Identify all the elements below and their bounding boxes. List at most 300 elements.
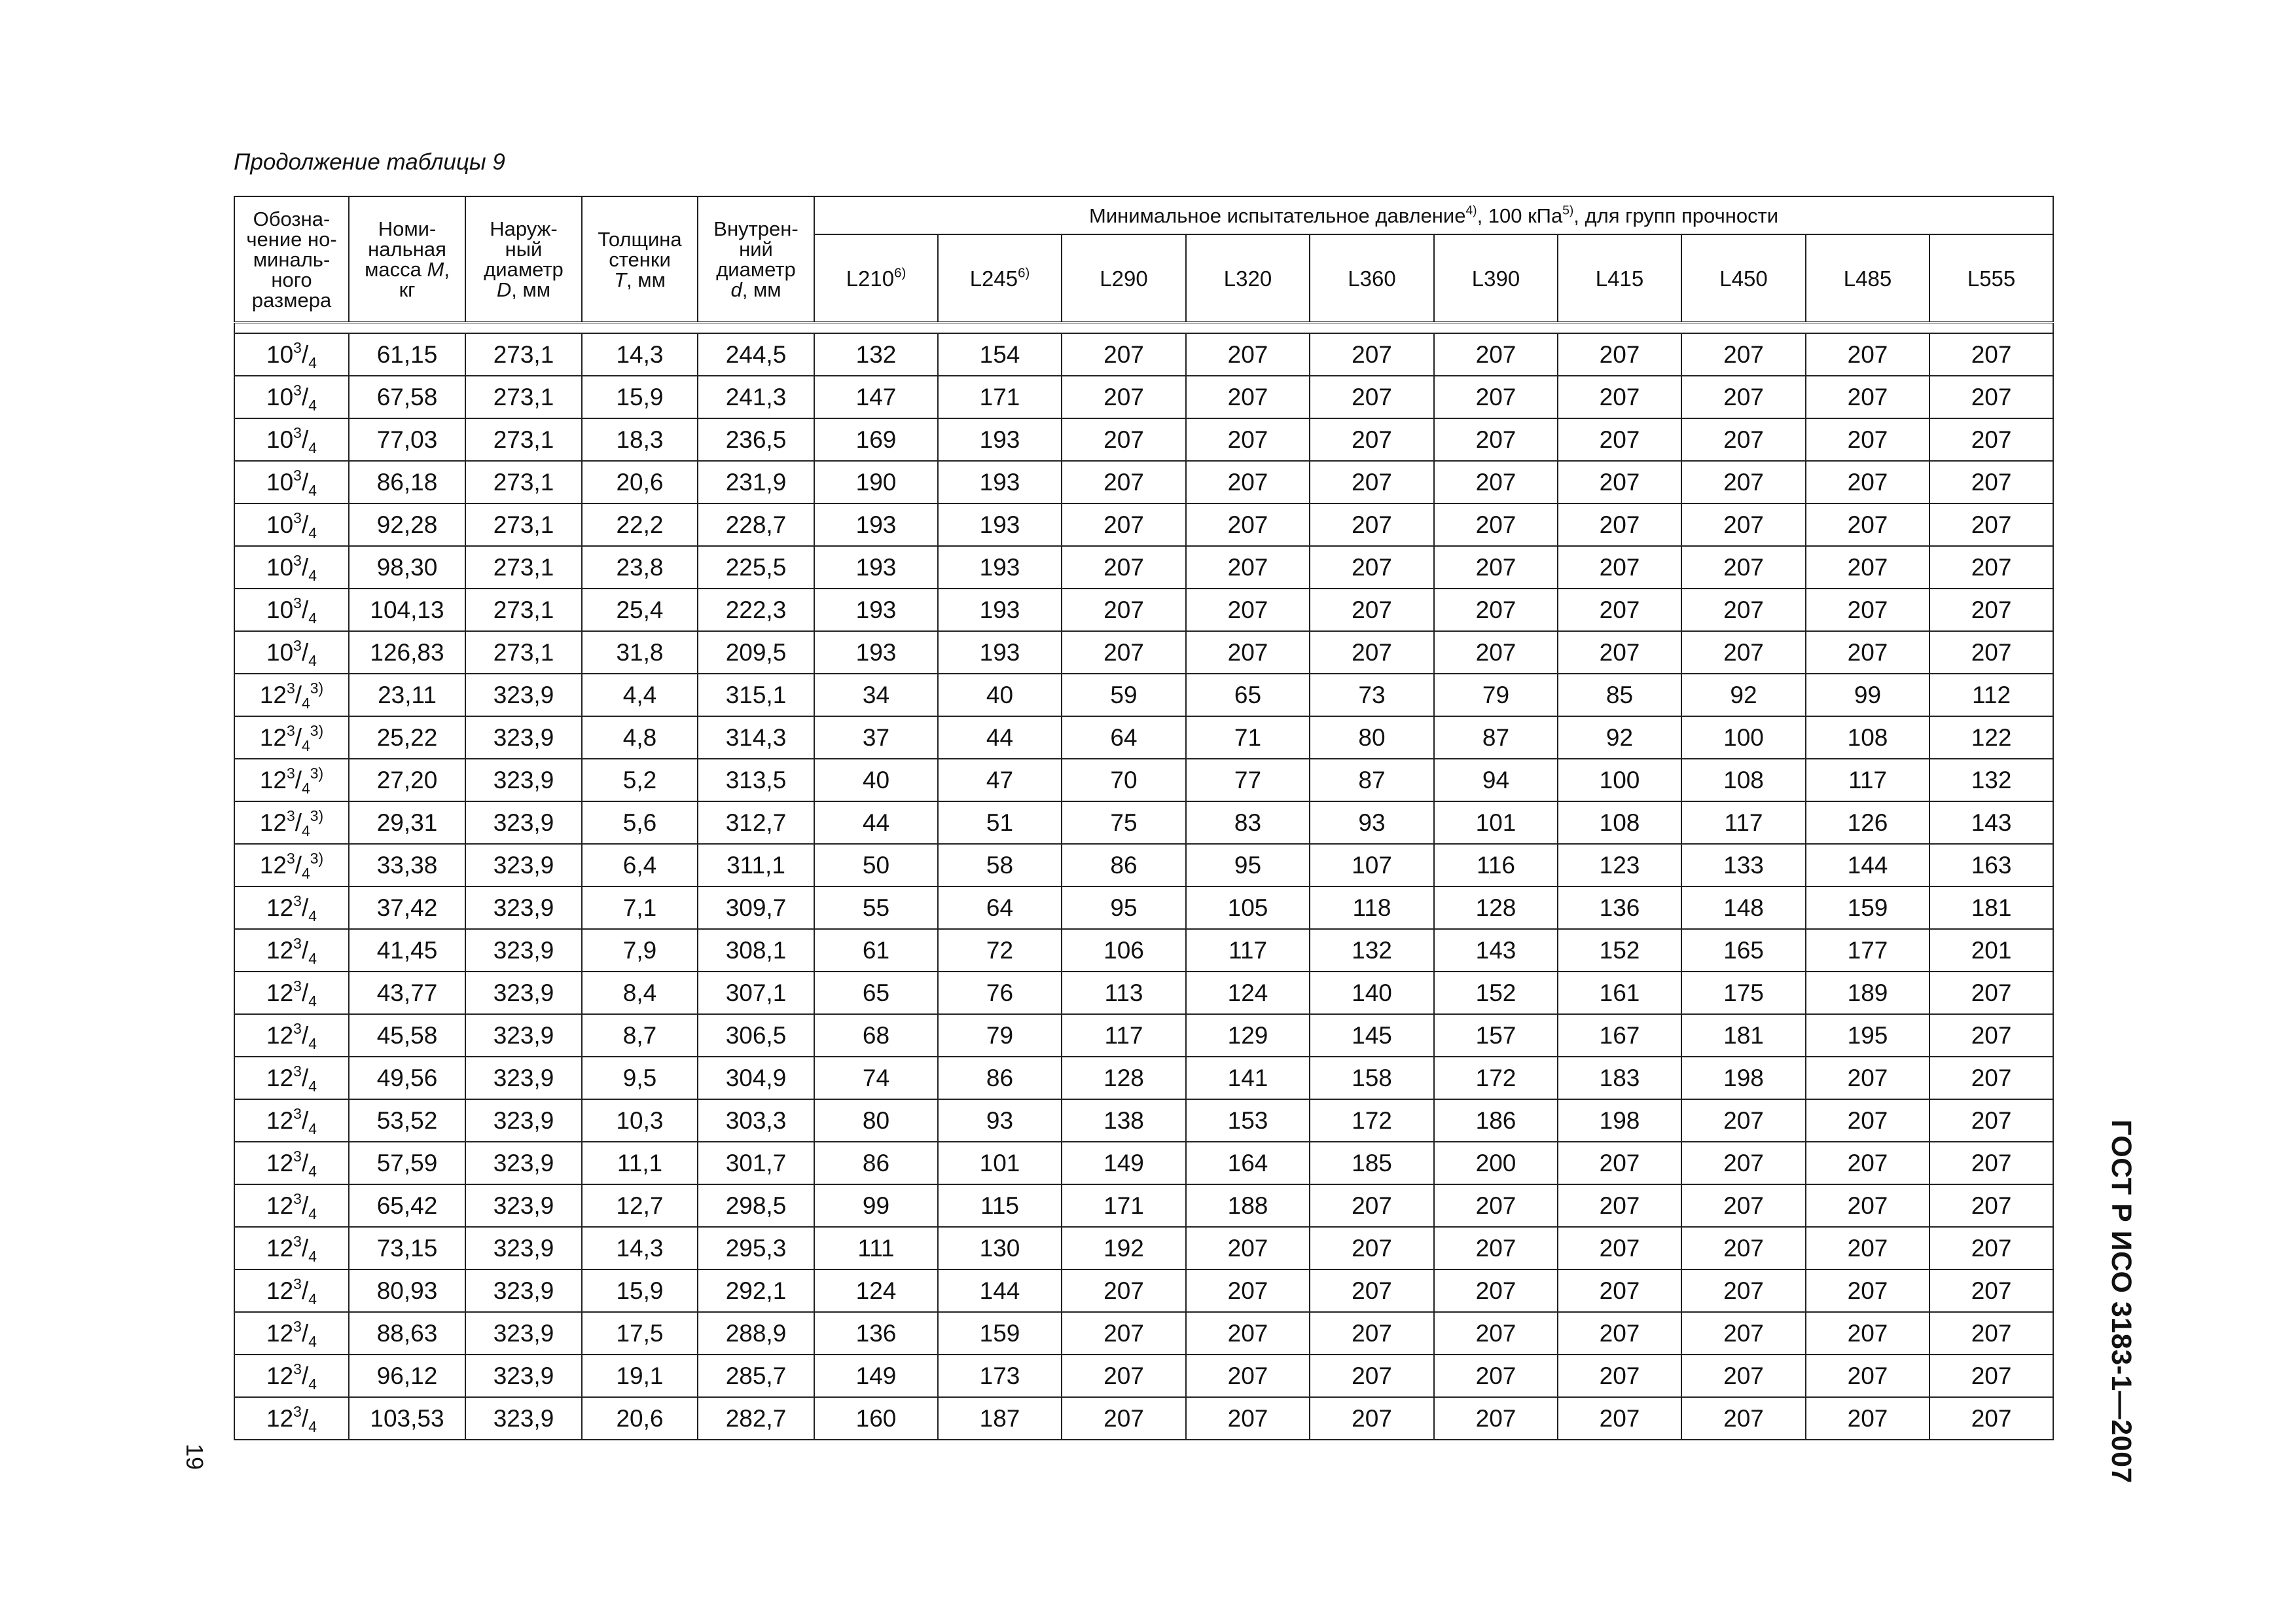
cell-pressure-l555: 207 xyxy=(1929,972,2053,1014)
cell-pressure-l415: 198 xyxy=(1558,1099,1681,1142)
cell-pressure-l290: 207 xyxy=(1062,546,1186,589)
cell-pressure-l390: 94 xyxy=(1434,759,1558,801)
cell-pressure-l390: 207 xyxy=(1434,1312,1558,1355)
cell-pressure-l485: 126 xyxy=(1806,801,1929,844)
cell-pressure-l555: 201 xyxy=(1929,929,2053,972)
header-grade-l245: L245$^{6)}$ xyxy=(938,234,1062,323)
cell-mass: 92,28 xyxy=(349,503,465,546)
table-row xyxy=(234,461,2053,503)
cell-size-designation: $12^3/_4$ xyxy=(234,1269,349,1312)
cell-pressure-l415: 207 xyxy=(1558,1355,1681,1397)
cell-pressure-l485: 99 xyxy=(1806,674,1929,716)
cell-pressure-l360: 140 xyxy=(1310,972,1434,1014)
header-grade-l415: L415 xyxy=(1558,234,1681,323)
cell-size-designation: $10^3/_4$ xyxy=(234,589,349,631)
cell-pressure-l555: 207 xyxy=(1929,1269,2053,1312)
header-wall-thickness: Толщина стенки T, мм xyxy=(582,196,698,323)
cell-pressure-l450: 207 xyxy=(1681,1312,1806,1355)
cell-pressure-l555: 207 xyxy=(1929,1227,2053,1269)
cell-inner-diameter: 288,9 xyxy=(698,1312,814,1355)
cell-mass: 103,53 xyxy=(349,1397,465,1440)
cell-pressure-l450: 207 xyxy=(1681,546,1806,589)
cell-outer-diameter: 323,9 xyxy=(465,1355,582,1397)
cell-pressure-l320: 164 xyxy=(1186,1142,1310,1184)
cell-pressure-l555: 207 xyxy=(1929,1014,2053,1057)
cell-pressure-l290: 207 xyxy=(1062,1397,1186,1440)
cell-pressure-l210: 149 xyxy=(814,1355,938,1397)
cell-pressure-l485: 207 xyxy=(1806,1099,1929,1142)
cell-pressure-l210: 124 xyxy=(814,1269,938,1312)
document-side-title: ГОСТ Р ИСО 3183-1—2007 xyxy=(2106,1120,2137,1484)
cell-pressure-l485: 207 xyxy=(1806,1397,1929,1440)
cell-inner-diameter: 304,9 xyxy=(698,1057,814,1099)
cell-outer-diameter: 323,9 xyxy=(465,1397,582,1440)
cell-wall-thickness: 9,5 xyxy=(582,1057,698,1099)
cell-pressure-l415: 207 xyxy=(1558,376,1681,418)
cell-outer-diameter: 323,9 xyxy=(465,801,582,844)
cell-inner-diameter: 306,5 xyxy=(698,1014,814,1057)
cell-inner-diameter: 308,1 xyxy=(698,929,814,972)
cell-mass: 126,83 xyxy=(349,631,465,674)
cell-pressure-l360: 207 xyxy=(1310,1397,1434,1440)
cell-pressure-l390: 200 xyxy=(1434,1142,1558,1184)
cell-pressure-l485: 207 xyxy=(1806,1184,1929,1227)
cell-pressure-l450: 207 xyxy=(1681,1227,1806,1269)
header-grade-l290: L290 xyxy=(1062,234,1186,323)
cell-pressure-l450: 133 xyxy=(1681,844,1806,886)
cell-pressure-l415: 207 xyxy=(1558,589,1681,631)
header-grade-l555: L555 xyxy=(1929,234,2053,323)
cell-inner-diameter: 314,3 xyxy=(698,716,814,759)
cell-pressure-l210: 40 xyxy=(814,759,938,801)
cell-pressure-l360: 207 xyxy=(1310,1355,1434,1397)
table-row xyxy=(234,929,2053,972)
cell-pressure-l245: 51 xyxy=(938,801,1062,844)
cell-pressure-l210: 80 xyxy=(814,1099,938,1142)
cell-pressure-l210: 190 xyxy=(814,461,938,503)
cell-pressure-l390: 207 xyxy=(1434,1227,1558,1269)
cell-size-designation: $10^3/_4$ xyxy=(234,631,349,674)
cell-inner-diameter: 307,1 xyxy=(698,972,814,1014)
cell-pressure-l450: 181 xyxy=(1681,1014,1806,1057)
cell-size-designation: $12^3/_4$ xyxy=(234,1397,349,1440)
cell-pressure-l360: 207 xyxy=(1310,376,1434,418)
cell-pressure-l415: 207 xyxy=(1558,418,1681,461)
cell-pressure-l360: 207 xyxy=(1310,631,1434,674)
cell-pressure-l485: 207 xyxy=(1806,418,1929,461)
table-row xyxy=(234,1014,2053,1057)
header-separator xyxy=(234,323,2053,334)
cell-pressure-l360: 207 xyxy=(1310,589,1434,631)
cell-pressure-l390: 101 xyxy=(1434,801,1558,844)
cell-pressure-l290: 207 xyxy=(1062,631,1186,674)
cell-pressure-l450: 207 xyxy=(1681,1397,1806,1440)
cell-wall-thickness: 12,7 xyxy=(582,1184,698,1227)
cell-pressure-l210: 37 xyxy=(814,716,938,759)
cell-pressure-l360: 107 xyxy=(1310,844,1434,886)
cell-outer-diameter: 323,9 xyxy=(465,886,582,929)
cell-pressure-l290: 207 xyxy=(1062,1269,1186,1312)
cell-pressure-l485: 117 xyxy=(1806,759,1929,801)
cell-pressure-l390: 207 xyxy=(1434,376,1558,418)
cell-size-designation: $12^3/_4$ xyxy=(234,1142,349,1184)
cell-pressure-l450: 207 xyxy=(1681,589,1806,631)
cell-pressure-l485: 207 xyxy=(1806,1057,1929,1099)
cell-size-designation: $10^3/_4$ xyxy=(234,333,349,376)
cell-pressure-l485: 207 xyxy=(1806,333,1929,376)
table-row xyxy=(234,1057,2053,1099)
cell-pressure-l415: 136 xyxy=(1558,886,1681,929)
cell-outer-diameter: 323,9 xyxy=(465,1269,582,1312)
table-caption: Продолжение таблицы 9 xyxy=(234,149,505,175)
table-row xyxy=(234,801,2053,844)
cell-inner-diameter: 244,5 xyxy=(698,333,814,376)
cell-pressure-l450: 207 xyxy=(1681,376,1806,418)
cell-pressure-l485: 207 xyxy=(1806,461,1929,503)
cell-pressure-l390: 79 xyxy=(1434,674,1558,716)
cell-pressure-l390: 207 xyxy=(1434,1184,1558,1227)
header-grade-l360: L360 xyxy=(1310,234,1434,323)
cell-pressure-l485: 207 xyxy=(1806,1142,1929,1184)
cell-wall-thickness: 23,8 xyxy=(582,546,698,589)
cell-size-designation: $10^3/_4$ xyxy=(234,461,349,503)
table-row xyxy=(234,376,2053,418)
cell-pressure-l360: 158 xyxy=(1310,1057,1434,1099)
cell-pressure-l450: 207 xyxy=(1681,1099,1806,1142)
cell-mass: 57,59 xyxy=(349,1142,465,1184)
cell-wall-thickness: 4,8 xyxy=(582,716,698,759)
cell-pressure-l210: 132 xyxy=(814,333,938,376)
table-row xyxy=(234,1142,2053,1184)
cell-pressure-l390: 87 xyxy=(1434,716,1558,759)
cell-pressure-l290: 86 xyxy=(1062,844,1186,886)
header-grade-l320: L320 xyxy=(1186,234,1310,323)
cell-pressure-l245: 173 xyxy=(938,1355,1062,1397)
page-number: 19 xyxy=(181,1444,208,1470)
cell-pressure-l320: 95 xyxy=(1186,844,1310,886)
header-grade-l485: L485 xyxy=(1806,234,1929,323)
cell-pressure-l390: 207 xyxy=(1434,1397,1558,1440)
cell-pressure-l290: 207 xyxy=(1062,1312,1186,1355)
cell-pressure-l320: 65 xyxy=(1186,674,1310,716)
cell-inner-diameter: 241,3 xyxy=(698,376,814,418)
cell-pressure-l210: 193 xyxy=(814,589,938,631)
cell-mass: 25,22 xyxy=(349,716,465,759)
cell-pressure-l415: 85 xyxy=(1558,674,1681,716)
cell-pressure-l320: 207 xyxy=(1186,503,1310,546)
cell-pressure-l415: 207 xyxy=(1558,631,1681,674)
table-row xyxy=(234,716,2053,759)
cell-pressure-l290: 207 xyxy=(1062,333,1186,376)
cell-outer-diameter: 323,9 xyxy=(465,972,582,1014)
cell-pressure-l450: 207 xyxy=(1681,1142,1806,1184)
cell-pressure-l210: 193 xyxy=(814,546,938,589)
cell-size-designation: $12^3/_4$ xyxy=(234,1227,349,1269)
cell-mass: 98,30 xyxy=(349,546,465,589)
cell-mass: 73,15 xyxy=(349,1227,465,1269)
cell-mass: 96,12 xyxy=(349,1355,465,1397)
cell-pressure-l245: 187 xyxy=(938,1397,1062,1440)
table-row xyxy=(234,418,2053,461)
cell-pressure-l485: 189 xyxy=(1806,972,1929,1014)
cell-pressure-l290: 75 xyxy=(1062,801,1186,844)
cell-pressure-l450: 198 xyxy=(1681,1057,1806,1099)
cell-pressure-l360: 207 xyxy=(1310,1269,1434,1312)
cell-pressure-l450: 92 xyxy=(1681,674,1806,716)
cell-wall-thickness: 25,4 xyxy=(582,589,698,631)
cell-pressure-l485: 159 xyxy=(1806,886,1929,929)
cell-pressure-l485: 177 xyxy=(1806,929,1929,972)
cell-pressure-l485: 207 xyxy=(1806,1269,1929,1312)
header-grade-l390: L390 xyxy=(1434,234,1558,323)
cell-pressure-l290: 64 xyxy=(1062,716,1186,759)
cell-pressure-l210: 44 xyxy=(814,801,938,844)
cell-pressure-l360: 207 xyxy=(1310,1184,1434,1227)
cell-outer-diameter: 323,9 xyxy=(465,1014,582,1057)
cell-pressure-l360: 207 xyxy=(1310,503,1434,546)
cell-mass: 88,63 xyxy=(349,1312,465,1355)
cell-wall-thickness: 15,9 xyxy=(582,1269,698,1312)
cell-pressure-l245: 44 xyxy=(938,716,1062,759)
cell-pressure-l360: 185 xyxy=(1310,1142,1434,1184)
cell-pressure-l245: 193 xyxy=(938,631,1062,674)
cell-inner-diameter: 228,7 xyxy=(698,503,814,546)
cell-pressure-l320: 77 xyxy=(1186,759,1310,801)
cell-pressure-l210: 61 xyxy=(814,929,938,972)
cell-pressure-l245: 76 xyxy=(938,972,1062,1014)
cell-outer-diameter: 323,9 xyxy=(465,759,582,801)
cell-size-designation: $12^3/_4$ xyxy=(234,1312,349,1355)
header-inner-diameter: Внутрен- ний диаметр d, мм xyxy=(698,196,814,323)
cell-pressure-l320: 207 xyxy=(1186,1312,1310,1355)
cell-pressure-l415: 207 xyxy=(1558,1269,1681,1312)
cell-pressure-l245: 58 xyxy=(938,844,1062,886)
table-row xyxy=(234,546,2053,589)
cell-inner-diameter: 311,1 xyxy=(698,844,814,886)
cell-outer-diameter: 323,9 xyxy=(465,1184,582,1227)
header-outer-diameter: Наруж- ный диаметр D, мм xyxy=(465,196,582,323)
cell-outer-diameter: 273,1 xyxy=(465,631,582,674)
cell-pressure-l360: 207 xyxy=(1310,546,1434,589)
cell-pressure-l245: 193 xyxy=(938,546,1062,589)
cell-pressure-l390: 128 xyxy=(1434,886,1558,929)
cell-size-designation: $10^3/_4$ xyxy=(234,418,349,461)
cell-wall-thickness: 5,2 xyxy=(582,759,698,801)
cell-pressure-l290: 138 xyxy=(1062,1099,1186,1142)
cell-outer-diameter: 273,1 xyxy=(465,418,582,461)
cell-wall-thickness: 8,7 xyxy=(582,1014,698,1057)
cell-pressure-l320: 207 xyxy=(1186,1355,1310,1397)
pressure-table xyxy=(234,196,2054,1440)
cell-pressure-l390: 207 xyxy=(1434,461,1558,503)
cell-pressure-l360: 93 xyxy=(1310,801,1434,844)
cell-pressure-l245: 72 xyxy=(938,929,1062,972)
cell-pressure-l245: 193 xyxy=(938,589,1062,631)
cell-outer-diameter: 323,9 xyxy=(465,1142,582,1184)
cell-pressure-l485: 195 xyxy=(1806,1014,1929,1057)
cell-pressure-l390: 116 xyxy=(1434,844,1558,886)
cell-pressure-l555: 207 xyxy=(1929,1184,2053,1227)
cell-pressure-l555: 207 xyxy=(1929,631,2053,674)
table-row xyxy=(234,972,2053,1014)
cell-pressure-l555: 207 xyxy=(1929,503,2053,546)
cell-outer-diameter: 323,9 xyxy=(465,1227,582,1269)
cell-size-designation: $12^3/_4^{3)}$ xyxy=(234,801,349,844)
cell-pressure-l290: 207 xyxy=(1062,461,1186,503)
cell-pressure-l415: 183 xyxy=(1558,1057,1681,1099)
header-test-pressure-group: Минимальное испытательное давление$^{4)}$, 100 кПа$^{5)}$, для групп прочности xyxy=(814,196,2053,234)
cell-pressure-l320: 71 xyxy=(1186,716,1310,759)
cell-pressure-l360: 132 xyxy=(1310,929,1434,972)
cell-inner-diameter: 298,5 xyxy=(698,1184,814,1227)
cell-pressure-l245: 130 xyxy=(938,1227,1062,1269)
cell-wall-thickness: 20,6 xyxy=(582,1397,698,1440)
cell-pressure-l390: 207 xyxy=(1434,631,1558,674)
cell-pressure-l245: 40 xyxy=(938,674,1062,716)
cell-pressure-l320: 207 xyxy=(1186,546,1310,589)
cell-wall-thickness: 19,1 xyxy=(582,1355,698,1397)
cell-pressure-l415: 108 xyxy=(1558,801,1681,844)
cell-size-designation: $12^3/_4$ xyxy=(234,1355,349,1397)
table-row xyxy=(234,759,2053,801)
cell-mass: 45,58 xyxy=(349,1014,465,1057)
cell-pressure-l290: 207 xyxy=(1062,418,1186,461)
cell-pressure-l415: 161 xyxy=(1558,972,1681,1014)
cell-size-designation: $12^3/_4^{3)}$ xyxy=(234,759,349,801)
cell-pressure-l390: 207 xyxy=(1434,333,1558,376)
cell-pressure-l360: 73 xyxy=(1310,674,1434,716)
cell-pressure-l415: 207 xyxy=(1558,1142,1681,1184)
cell-size-designation: $10^3/_4$ xyxy=(234,503,349,546)
cell-pressure-l320: 207 xyxy=(1186,1269,1310,1312)
cell-pressure-l555: 207 xyxy=(1929,1397,2053,1440)
cell-inner-diameter: 309,7 xyxy=(698,886,814,929)
cell-size-designation: $12^3/_4$ xyxy=(234,929,349,972)
cell-pressure-l555: 207 xyxy=(1929,418,2053,461)
cell-wall-thickness: 20,6 xyxy=(582,461,698,503)
cell-pressure-l210: 34 xyxy=(814,674,938,716)
cell-pressure-l415: 152 xyxy=(1558,929,1681,972)
cell-pressure-l210: 193 xyxy=(814,631,938,674)
cell-size-designation: $12^3/_4$ xyxy=(234,1057,349,1099)
cell-pressure-l320: 188 xyxy=(1186,1184,1310,1227)
cell-pressure-l290: 207 xyxy=(1062,376,1186,418)
cell-outer-diameter: 323,9 xyxy=(465,674,582,716)
cell-wall-thickness: 15,9 xyxy=(582,376,698,418)
cell-pressure-l360: 207 xyxy=(1310,418,1434,461)
cell-inner-diameter: 301,7 xyxy=(698,1142,814,1184)
cell-pressure-l210: 136 xyxy=(814,1312,938,1355)
table-row xyxy=(234,1312,2053,1355)
table-row xyxy=(234,886,2053,929)
cell-inner-diameter: 313,5 xyxy=(698,759,814,801)
cell-mass: 33,38 xyxy=(349,844,465,886)
cell-wall-thickness: 31,8 xyxy=(582,631,698,674)
cell-mass: 65,42 xyxy=(349,1184,465,1227)
cell-inner-diameter: 303,3 xyxy=(698,1099,814,1142)
cell-pressure-l450: 108 xyxy=(1681,759,1806,801)
cell-pressure-l450: 207 xyxy=(1681,1269,1806,1312)
cell-pressure-l320: 141 xyxy=(1186,1057,1310,1099)
cell-pressure-l210: 193 xyxy=(814,503,938,546)
cell-pressure-l290: 59 xyxy=(1062,674,1186,716)
cell-pressure-l485: 207 xyxy=(1806,546,1929,589)
cell-pressure-l415: 207 xyxy=(1558,333,1681,376)
cell-pressure-l290: 207 xyxy=(1062,503,1186,546)
cell-size-designation: $12^3/_4$ xyxy=(234,1184,349,1227)
cell-pressure-l360: 207 xyxy=(1310,1227,1434,1269)
cell-mass: 80,93 xyxy=(349,1269,465,1312)
cell-pressure-l390: 207 xyxy=(1434,1269,1558,1312)
cell-pressure-l555: 122 xyxy=(1929,716,2053,759)
table-row xyxy=(234,1227,2053,1269)
cell-pressure-l485: 108 xyxy=(1806,716,1929,759)
cell-pressure-l360: 172 xyxy=(1310,1099,1434,1142)
cell-outer-diameter: 273,1 xyxy=(465,589,582,631)
cell-pressure-l415: 100 xyxy=(1558,759,1681,801)
cell-pressure-l290: 117 xyxy=(1062,1014,1186,1057)
table-row xyxy=(234,1184,2053,1227)
cell-pressure-l485: 207 xyxy=(1806,1227,1929,1269)
cell-wall-thickness: 8,4 xyxy=(582,972,698,1014)
cell-outer-diameter: 273,1 xyxy=(465,503,582,546)
cell-pressure-l555: 143 xyxy=(1929,801,2053,844)
cell-pressure-l555: 207 xyxy=(1929,333,2053,376)
cell-size-designation: $12^3/_4^{3)}$ xyxy=(234,844,349,886)
cell-inner-diameter: 285,7 xyxy=(698,1355,814,1397)
cell-pressure-l555: 207 xyxy=(1929,1312,2053,1355)
cell-size-designation: $12^3/_4^{3)}$ xyxy=(234,716,349,759)
header-grade-l450: L450 xyxy=(1681,234,1806,323)
cell-wall-thickness: 6,4 xyxy=(582,844,698,886)
cell-pressure-l290: 149 xyxy=(1062,1142,1186,1184)
cell-pressure-l390: 143 xyxy=(1434,929,1558,972)
cell-outer-diameter: 323,9 xyxy=(465,844,582,886)
cell-pressure-l320: 207 xyxy=(1186,1397,1310,1440)
cell-pressure-l210: 55 xyxy=(814,886,938,929)
cell-pressure-l210: 50 xyxy=(814,844,938,886)
cell-pressure-l450: 207 xyxy=(1681,1184,1806,1227)
cell-pressure-l555: 163 xyxy=(1929,844,2053,886)
table-row xyxy=(234,1269,2053,1312)
cell-pressure-l390: 207 xyxy=(1434,503,1558,546)
cell-pressure-l320: 153 xyxy=(1186,1099,1310,1142)
cell-outer-diameter: 323,9 xyxy=(465,716,582,759)
cell-size-designation: $12^3/_4$ xyxy=(234,972,349,1014)
cell-pressure-l555: 207 xyxy=(1929,546,2053,589)
cell-pressure-l320: 124 xyxy=(1186,972,1310,1014)
cell-pressure-l555: 207 xyxy=(1929,589,2053,631)
cell-pressure-l360: 207 xyxy=(1310,461,1434,503)
cell-pressure-l450: 148 xyxy=(1681,886,1806,929)
table-row xyxy=(234,631,2053,674)
cell-pressure-l360: 207 xyxy=(1310,333,1434,376)
cell-pressure-l320: 117 xyxy=(1186,929,1310,972)
cell-pressure-l245: 171 xyxy=(938,376,1062,418)
cell-inner-diameter: 295,3 xyxy=(698,1227,814,1269)
cell-pressure-l450: 207 xyxy=(1681,503,1806,546)
cell-pressure-l485: 207 xyxy=(1806,1355,1929,1397)
cell-outer-diameter: 323,9 xyxy=(465,1057,582,1099)
cell-pressure-l290: 171 xyxy=(1062,1184,1186,1227)
cell-pressure-l415: 207 xyxy=(1558,546,1681,589)
cell-pressure-l415: 92 xyxy=(1558,716,1681,759)
cell-pressure-l390: 207 xyxy=(1434,1355,1558,1397)
cell-wall-thickness: 22,2 xyxy=(582,503,698,546)
cell-pressure-l415: 207 xyxy=(1558,1312,1681,1355)
cell-size-designation: $10^3/_4$ xyxy=(234,546,349,589)
cell-pressure-l210: 68 xyxy=(814,1014,938,1057)
